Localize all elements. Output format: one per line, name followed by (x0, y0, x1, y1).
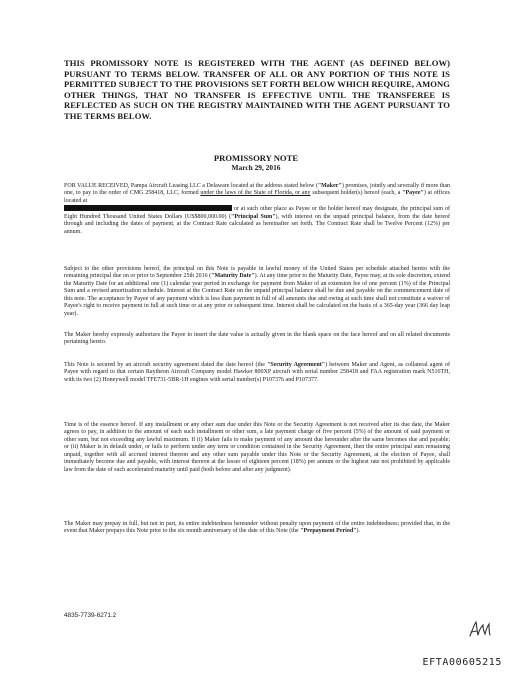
underlined-text: under the laws of the State of Florida, or any (200, 190, 311, 197)
paragraph-payment-terms (64, 266, 450, 318)
text-run: The Maker may prepay in full, but not in part, its entire indebtedness hereunder without penalty upon payment of the entire indebtedness; provided that, in the event that Maker prepays this Note prior to the six month anniversary of the date of this Note (the (64, 521, 450, 535)
text-run: ) between Maker and Agent, as collateral agent of Payee with regard to that certain Raytheon Aircraft Company model Hawker 800XP aircraft with serial number 258418 and FAA registration mark N516TH, with its two (2) Honeywell model TFE731-5BR-1H engines with serial number(s) P107376 and P107377. (64, 362, 450, 383)
defined-term-maker: "Maker" (317, 183, 342, 189)
defined-term-security-agreement: "Security Agreement" (267, 362, 326, 368)
defined-term-payee: "Payee" (402, 190, 424, 197)
paragraph-value-received (64, 183, 450, 236)
text-run: ). (356, 528, 360, 535)
redaction-bar (64, 205, 232, 211)
paragraph-prepayment (64, 521, 450, 536)
registration-legend: THIS PROMISSORY NOTE IS REGISTERED WITH THE AGENT (AS DEFINED BELOW) PURSUANT TO TERMS BELOW. TRANSFER OF ALL OR ANY PORTION OF THIS NOTE IS PERMITTED SUBJECT TO THE PROVISIONS SET FORTH BELOW WHICH REQUIRE, AMONG OTHER THINGS, THAT NO TRANSFER IS EFFECTIVE UNTIL THE TRANSFEREE IS REFLECTED AS SUCH ON THE REGISTRY MAINTAINED WITH THE AGENT PURSUANT TO THE TERMS BELOW. (64, 58, 450, 121)
document-date: March 29, 2016 (231, 163, 281, 172)
text-run: or at such other place as Payee or the holder hereof may designate, the principal sum of Eight Hundred Thousand United States Dollars (US$800,000.00) ( (64, 206, 450, 220)
paragraph-security (64, 362, 450, 384)
text-run: FOR VALUE RECEIVED, Pampa Aircraft Leasing LLC a Delaware located at the address stated below ( (64, 183, 318, 189)
defined-term-prepayment-period: "Prepayment Period" (300, 528, 357, 535)
text-run: ) promises, jointly and severally if more than one, to pay to the order of CMG 258418, LLC, formed (64, 183, 450, 197)
defined-term-principal-sum: "Principal Sum" (231, 213, 276, 220)
document-id: 4835-7739-6271.2 (64, 612, 117, 619)
text-run: subsequent holder(s) hereof (each, a (310, 190, 403, 197)
paragraph-authorization: The Maker hereby expressly authorizes the Payee to insert the date value is actually given in the blank space on the face hereof and on all related documents pertaining hereto. (64, 332, 450, 346)
text-run: ). At any time prior to the Maturity Date, Payee may, at its sole discretion, extend the Maturity Date for an additional one (1) calendar year period in exchange for payment from Maker of an extension fee of one percent (1%) of the Principal Sum and a revised amortization schedule. Interest at the Contract Rate on the unpaid principal balance shall be due and payable on the commencement date of this note. The acceptance by Payee of any payment which is less than payment in full of all amounts due and owing at such time shall not constitute a waiver of Payee's right to receive payment in full at such time or at any prior or subsequent time. Interest shall be calculated on the basis of a 365-day year (366 day leap year). (64, 273, 451, 317)
text-run: This Note is secured by an aircraft security agreement dated the date hereof (the (64, 362, 268, 368)
paragraph-default: Time is of the essence hereof. If any installment or any other sum due under this Note or the Security Agreement is not received after its due date, the Maker agrees to pay, in addition to the amount of each such installment or other sum, a late payment charge of five percent (5%) of the amount of said payment or other sum, but not exceeding any lawful maximum. If (i) Maker fails to make payment of any amount due hereunder after the same becomes due and payable; or (ii) Maker is in default under, or fails to perform under any term or condition contained in the Security Agreement, then the entire principal sum remaining unpaid, together with all accrued interest thereon and any other sum payable under this Note or the Security Agreement, at the election of Payee, shall immediately become due and payable, with interest thereon at the lesser of eighteen percent (18%) per annum or the highest rate not prohibited by applicable law from the date of such accelerated maturity until paid (both before and after any judgment). (64, 422, 450, 473)
text-run: ) at offices located at (64, 190, 451, 204)
text-run: Subject to the other provisions hereof, the principal on this Note is payable in lawful money of the United States per schedule attached hereto with the remaining principal due on or prior to September 25th 2016 ( (64, 266, 450, 280)
bates-number: EFTA00605215 (422, 657, 502, 668)
text-run: ), with interest on the unpaid principal balance, from the date hereof through and including the dates of payment, at the Contract Rate calculated as hereinafter set forth. The Contract Rate shall be Twelve Percent (12%) per annum. (64, 213, 450, 235)
handwritten-initials-icon (468, 619, 492, 639)
defined-term-maturity-date: "Maturity Date" (211, 273, 255, 280)
document-title: PROMISSORY NOTE (213, 153, 299, 163)
